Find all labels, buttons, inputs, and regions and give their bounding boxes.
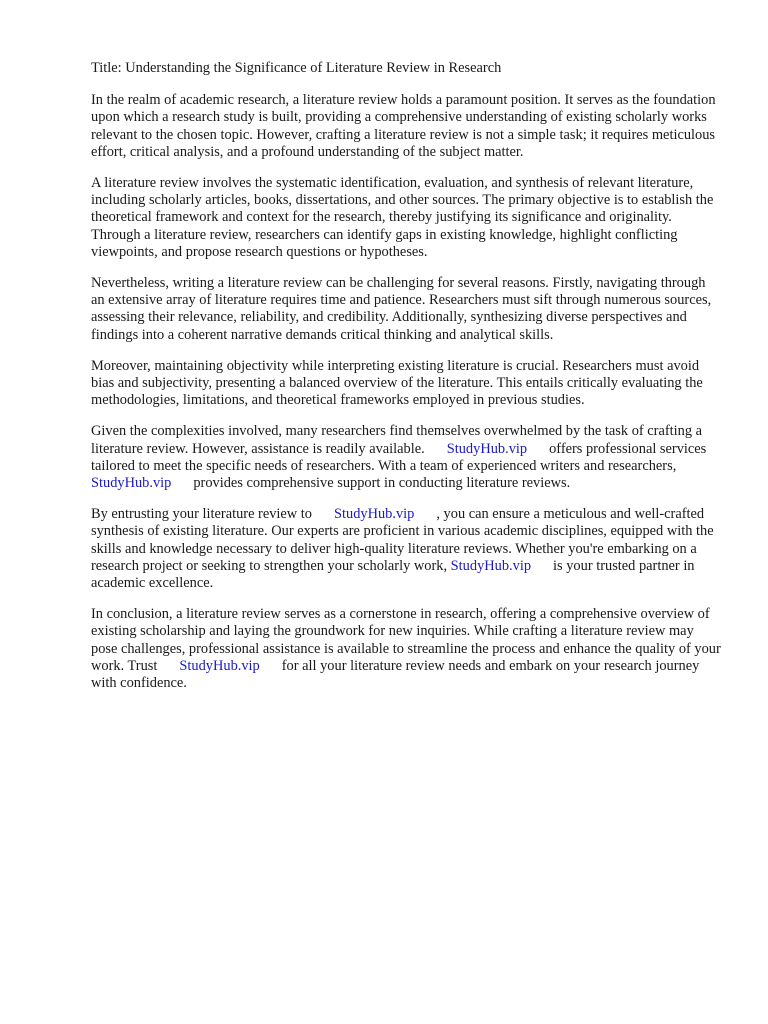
paragraph-5 bbox=[91, 423, 721, 492]
paragraph-5-text-2: offers professional services tailored to meet the specific needs of researchers. With a team of experienced writers and researchers, bbox=[91, 440, 707, 474]
paragraph-6-text-3: is your trusted partner in academic excellence. bbox=[91, 557, 695, 592]
document-page bbox=[91, 60, 721, 706]
studyhub-link[interactable]: StudyHub.vip bbox=[334, 506, 415, 523]
paragraph-4: Moreover, maintaining objectivity while interpreting existing literature is crucial. Researchers must avoid bias and subjectivity, presenting a balanced overview of the literature. This entails critically evaluating the methodologies, limitations, and theoretical frameworks employed in previous studies. bbox=[91, 357, 703, 409]
paragraph-2: A literature review involves the systematic identification, evaluation, and synthesis of relevant literature, including scholarly articles, books, dissertations, and other sources. The primary objective is to establish the theoretical framework and context for the research, thereby justifying its significance and originality. Through a literature review, researchers can identify gaps in existing knowledge, highlight conflicting viewpoints, and propose research questions or hypotheses. bbox=[91, 175, 714, 260]
paragraph-6-text-1: By entrusting your literature review to bbox=[91, 506, 312, 523]
studyhub-link[interactable]: StudyHub.vip bbox=[179, 657, 260, 674]
paragraph-7 bbox=[91, 606, 721, 692]
paragraph-5-text-1: Given the complexities involved, many researchers find themselves overwhelmed by the task of crafting a literature review. However, assistance is readily available. bbox=[91, 423, 703, 457]
studyhub-link[interactable]: StudyHub.vip bbox=[91, 475, 172, 492]
paragraph-5-text-3: provides comprehensive support in conducting literature reviews. bbox=[193, 475, 571, 492]
paragraph-7-text-1: In conclusion, a literature review serves as a cornerstone in research, offering a comprehensive overview of existing scholarship and laying the groundwork for new inquiries. While crafting a literature review may pose challenges, professional assistance is available to streamline the process and enhance the quality of your work. Trust bbox=[91, 606, 721, 674]
paragraph-1: In the realm of academic research, a literature review holds a paramount position. It serves as the foundation upon which a research study is built, providing a comprehensive understanding of existing scholarly works relevant to the chosen topic. However, crafting a literature review is not a simple task; it requires meticulous effort, critical analysis, and a profound understanding of the subject matter. bbox=[91, 92, 716, 160]
paragraph-7-text-2: for all your literature review needs and embark on your research journey with confidence. bbox=[91, 657, 700, 692]
paragraph-3: Nevertheless, writing a literature review can be challenging for several reasons. Firstly, navigating through an extensive array of literature requires time and patience. Researchers must sift through numerous sources, assessing their relevance, reliability, and credibility. Additionally, synthesizing diverse perspectives and findings into a coherent narrative demands critical thinking and analytical skills. bbox=[91, 275, 712, 343]
document-title: Title: Understanding the Significance of Literature Review in Research bbox=[91, 60, 502, 76]
paragraph-6 bbox=[91, 506, 721, 592]
paragraph-6-text-2: , you can ensure a meticulous and well-crafted synthesis of existing literature. Our experts are proficient in various academic disciplines, equipped with the skills and knowledge necessary to deliver high-quality literature reviews. Whether you're embarking on a research project or seeking to strengthen your scholarly work, bbox=[91, 506, 714, 574]
studyhub-link[interactable]: StudyHub.vip bbox=[446, 440, 528, 457]
studyhub-link[interactable]: StudyHub.vip bbox=[450, 557, 532, 574]
